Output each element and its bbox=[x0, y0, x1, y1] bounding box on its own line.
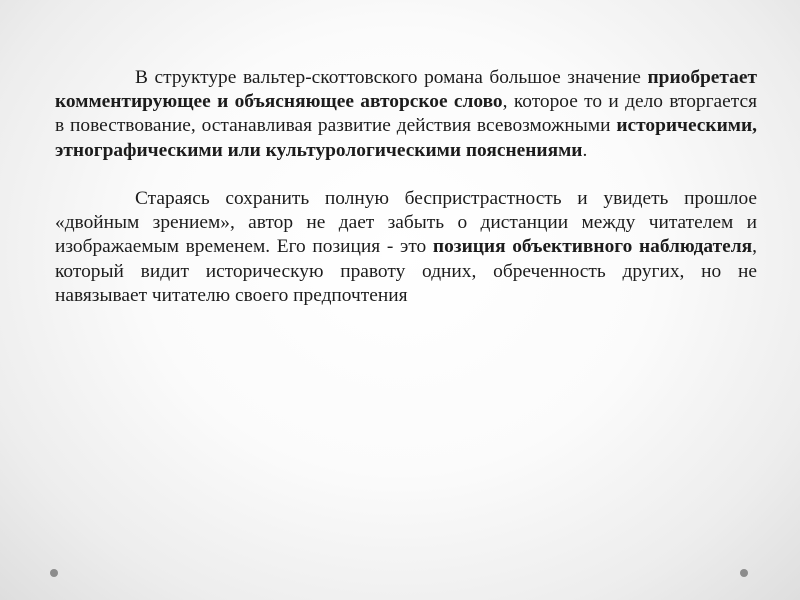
decorative-dot-right bbox=[740, 569, 748, 577]
paragraph-1-bold-phrase-1: приобретает комментирующее и объясняющее авторское слово bbox=[55, 67, 757, 113]
paragraph-1 bbox=[55, 66, 757, 163]
paragraph-1-segment-3: , которое то и дело вторгается в повествование, останавливая развитие действия всевозможными bbox=[55, 91, 757, 137]
paragraph-1-segment-1: В структуре вальтер-скоттовского романа большое значение bbox=[135, 67, 648, 88]
paragraph-1-segment-5: . bbox=[582, 139, 588, 161]
paragraph-2-bold-phrase-1: позиция объективного наблюдателя bbox=[432, 236, 753, 258]
paragraph-1-bold-phrase-2: историческими, этнографическими или культурологическими пояснениями bbox=[55, 115, 757, 161]
paragraph-2 bbox=[55, 187, 757, 308]
decorative-dot-left bbox=[50, 569, 58, 577]
slide-body-text bbox=[55, 66, 757, 308]
paragraph-2-segment-3: , который видит историческую правоту одних, обреченность других, но не навязывает читателю своего предпочтения bbox=[55, 236, 757, 306]
paragraph-2-segment-1: Стараясь сохранить полную беспристрастность и увидеть прошлое «двойным зрением», автор не дает забыть о дистанции между читателем и изображаемым временем. Его позиция - это bbox=[55, 188, 757, 258]
